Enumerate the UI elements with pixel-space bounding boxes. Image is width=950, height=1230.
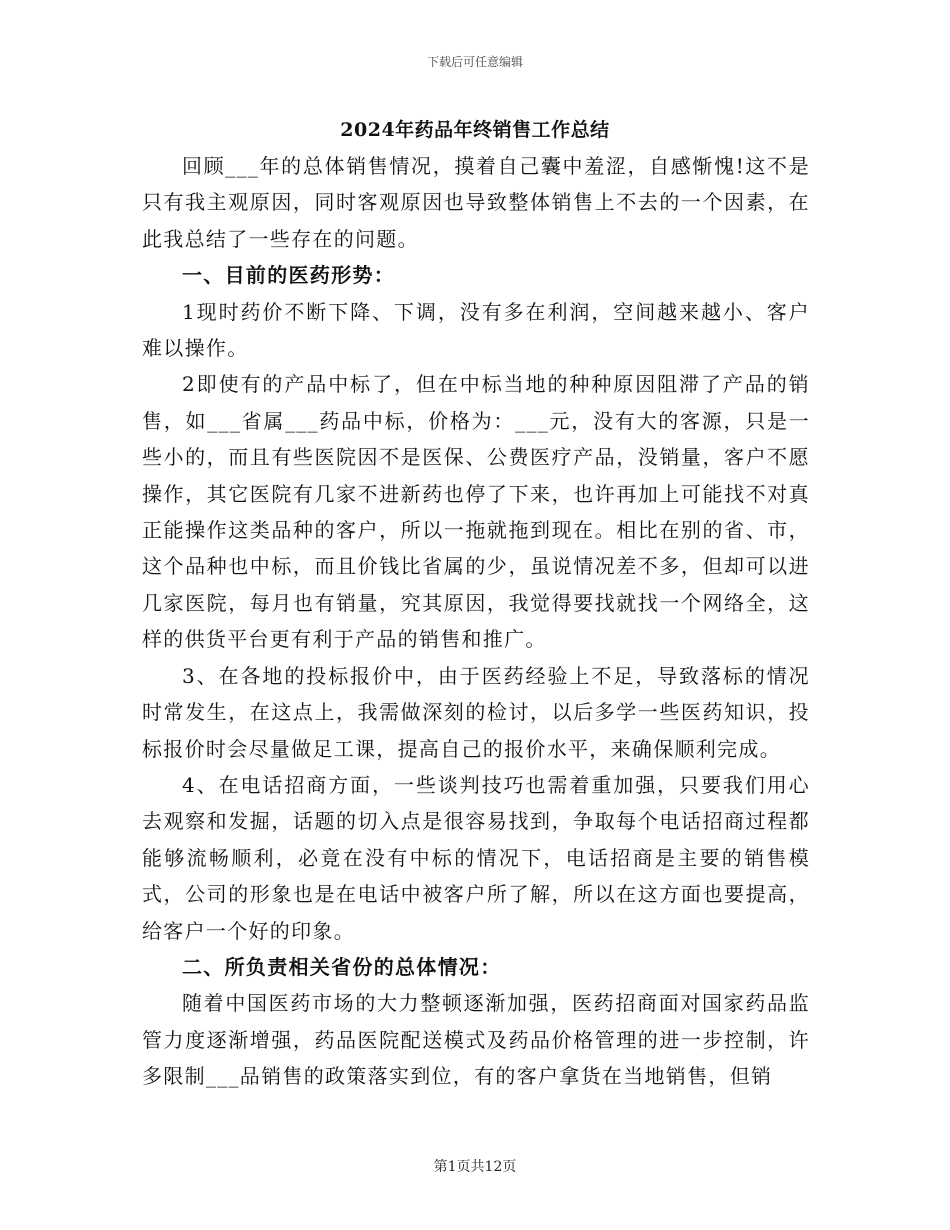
- list-item-3: 3、在各地的投标报价中，由于医药经验上不足，导致落标的情况时常发生，在这点上，我需做深刻的检讨，以后多学一些医药知识，投标报价时会尽量做足工课，提高自己的报价水平，来确保顺利完成。: [142, 663, 810, 761]
- intro-paragraph: 回顾___年的总体销售情况，摸着自己囊中羞涩，自感惭愧!这不是只有我主观原因，同时客观原因也导致整体销售上不去的一个因素，在此我总结了一些存在的问题。: [142, 154, 810, 251]
- document-body: [142, 148, 810, 1095]
- section-heading-2: 二、所负责相关省份的总体情况：: [182, 954, 502, 979]
- section-2-paragraph: 随着中国医药市场的大力整顿逐渐加强，医药招商面对国家药品监管力度逐渐增强，药品医院配送模式及药品价格管理的进一步控制，许多限制___品销售的政策落实到位，有的客户拿货在当地销售，但销: [142, 991, 810, 1089]
- list-item-4: 4、在电话招商方面，一些谈判技巧也需着重加强，只要我们用心去观察和发掘，话题的切入点是很容易找到，争取每个电话招商过程都能够流畅顺利，必竟在没有中标的情况下，电话招商是主要的销售模式，公司的形象也是在电话中被客户所了解，所以在这方面也要提高，给客户一个好的印象。: [142, 772, 810, 943]
- section-heading-1: 一、目前的医药形势：: [182, 263, 395, 288]
- document-title: 2024年药品年终销售工作总结: [340, 119, 610, 141]
- list-item-1: 1现时药价不断下降、下调，没有多在利润，空间越来越小、客户难以操作。: [142, 299, 810, 361]
- header-note: 下载后可任意编辑: [426, 55, 523, 69]
- list-item-2: 2即使有的产品中标了，但在中标当地的种种原因阻滞了产品的销售，如___省属___药品中标，价格为：___元，没有大的客源，只是一些小的，而且有些医院因不是医保、公费医疗产品，没销量，客户不愿操作，其它医院有几家不进新药也停了下来，也许再加上可能找不对真正能操作这类品种的客户，所以一拖就拖到现在。相比在别的省、市，这个品种也中标，而且价钱比省属的少，虽说情况差不多，但却可以进几家医院，每月也有销量，究其原因，我觉得要找就找一个网络全，这样的供货平台更有利于产品的销售和推广。: [142, 372, 810, 652]
- page-number-footer: 第1页共12页: [433, 1159, 517, 1175]
